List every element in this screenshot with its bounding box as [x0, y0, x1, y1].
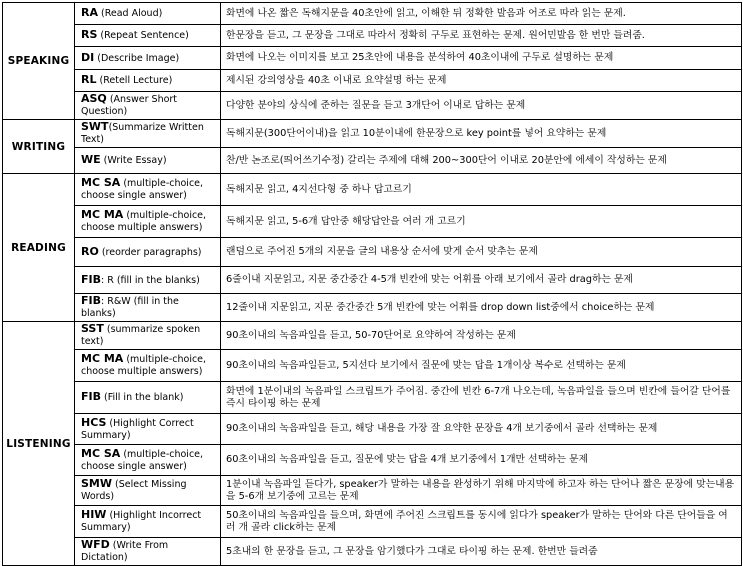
task-full-name: : R&W (fill in the blanks)	[81, 296, 179, 319]
task-description: 50초이내의 녹음파일을 들으며, 화면에 주어진 스크립트를 동시에 읽다가 speaker가 말하는 단어와 다른 단어들을 여러 개 골라 click하는 문제	[221, 506, 742, 538]
table-row	[3, 3, 742, 25]
task-cell	[75, 92, 221, 120]
task-description: 다양한 분야의 상식에 준하는 질문을 듣고 3개단어 이내로 답하는 문제	[221, 92, 742, 120]
task-description: 90초이내의 녹음파일듣고, 5지선다 보기에서 질문에 맞는 답을 1개이상 복수로 선택하는 문제	[221, 350, 742, 382]
task-description: 화면에 나온 짧은 독해지문을 40초안에 읽고, 이해한 뒤 정확한 발음과 어조로 따라 읽는 문제.	[221, 3, 742, 25]
task-description: 12줄이내 지문읽고, 지문 중간중간 5개 빈칸에 맞는 어휘를 drop down list중에서 choice하는 문제	[221, 294, 742, 322]
task-description: 독해지문 읽고, 5-6개 답안중 해당답안을 여러 개 고르기	[221, 206, 742, 238]
task-cell	[75, 174, 221, 206]
table-row	[3, 414, 742, 445]
task-description: 1분이내 녹음파일 듣다가, speaker가 말하는 내용을 완성하기 위해 마지막에 하고자 하는 단어나 짧은 문장에 맞는내용을 5-6개 보기중에 고르는 문제	[221, 476, 742, 506]
table-row	[3, 506, 742, 538]
task-full-name: (summarize spoken text)	[81, 324, 201, 347]
task-cell	[75, 25, 221, 47]
pte-task-table	[2, 2, 742, 566]
task-cell	[75, 70, 221, 92]
task-description: 화면에 1분이내의 녹음파일 스크립트가 주어짐. 중간에 빈칸 6-7개 나오는데, 녹음파일을 들으며 빈칸에 들어갈 단어를 즉시 타이핑 하는 문제	[221, 382, 742, 414]
task-full-name: (multiple-choice, choose single answer)	[81, 178, 204, 201]
task-cell	[75, 506, 221, 538]
task-full-name: (Highlight Incorrect Summary)	[81, 510, 202, 533]
task-full-name: (Write From Dictation)	[81, 540, 169, 563]
task-full-name: (Retell Lecture)	[96, 75, 173, 86]
table-row	[3, 25, 742, 47]
task-full-name: (Write Essay)	[100, 155, 167, 166]
task-code: WFD	[81, 538, 110, 551]
task-code: MC MA	[81, 352, 124, 365]
task-full-name: (multiple-choice, choose multiple answers)	[81, 354, 207, 377]
task-code: FIB	[81, 272, 101, 286]
task-cell	[75, 238, 221, 267]
task-code: MC SA	[81, 176, 121, 189]
task-code: SST	[81, 322, 104, 335]
task-cell	[75, 476, 221, 506]
task-cell	[75, 294, 221, 322]
task-cell	[75, 538, 221, 566]
task-cell	[75, 3, 221, 25]
task-description: 화면에 나오는 이미지를 보고 25초안에 내용을 분석하여 40초이내에 구두로 설명하는 문제	[221, 47, 742, 70]
task-full-name: (Fill in the blank)	[101, 392, 184, 403]
task-description: 90초이내의 녹음파일을 듣고, 해당 내용을 가장 잘 요약한 문장을 4개 보기중에서 골라 선택하는 문제	[221, 414, 742, 445]
section-label-writing: WRITING	[3, 120, 75, 174]
task-full-name: : R (fill in the blanks)	[101, 274, 200, 286]
task-code: RL	[81, 73, 97, 86]
task-full-name: (Repeat Sentence)	[97, 30, 189, 41]
task-code: MC SA	[81, 446, 121, 460]
table-row	[3, 322, 742, 350]
task-code: SWT	[81, 120, 109, 133]
task-code: MC MA	[81, 208, 124, 221]
section-label-reading: READING	[3, 174, 75, 322]
task-code: DI	[81, 50, 95, 64]
table-row	[3, 538, 742, 566]
table-row	[3, 382, 742, 414]
pte-task-table-container	[2, 2, 741, 563]
task-full-name: (Describe Image)	[94, 52, 180, 64]
table-row	[3, 206, 742, 238]
task-cell	[75, 445, 221, 476]
task-description: 한문장을 듣고, 그 문장을 그대로 따라서 정확히 구두로 표현하는 문제. 원어민발음 한 번만 들려줌.	[221, 25, 742, 47]
task-full-name: (Summarize Written Text)	[81, 122, 204, 145]
task-code: FIB	[81, 294, 101, 307]
task-code: FIB	[81, 390, 101, 403]
task-cell	[75, 322, 221, 350]
table-row	[3, 92, 742, 120]
task-code: ASQ	[81, 92, 107, 105]
task-code: SMW	[81, 477, 113, 490]
table-body	[3, 3, 742, 566]
table-row	[3, 174, 742, 206]
task-cell	[75, 414, 221, 445]
task-cell	[75, 382, 221, 414]
task-code: WE	[81, 153, 101, 166]
task-description: 5초내의 한 문장을 듣고, 그 문장을 암기했다가 그대로 타이핑 하는 문제. 한번만 들려줌	[221, 538, 742, 566]
task-code: RS	[81, 28, 98, 41]
task-code: HIW	[81, 508, 107, 521]
task-cell	[75, 120, 221, 148]
task-full-name: (reorder paragraphs)	[98, 246, 202, 258]
table-row	[3, 476, 742, 506]
task-full-name: (Select Missing Words)	[81, 479, 187, 502]
section-label-speaking: SPEAKING	[3, 3, 75, 120]
task-cell	[75, 267, 221, 294]
table-row	[3, 120, 742, 148]
task-code: RO	[81, 244, 99, 258]
section-label-listening: LISTENING	[3, 322, 75, 566]
task-cell	[75, 47, 221, 70]
task-description: 랜덤으로 주어진 5개의 지문을 글의 내용상 순서에 맞게 순서 맞추는 문제	[221, 238, 742, 267]
task-cell	[75, 148, 221, 174]
table-row	[3, 70, 742, 92]
table-row	[3, 267, 742, 294]
task-full-name: (multiple-choice, choose single answer)	[81, 448, 204, 472]
task-cell	[75, 206, 221, 238]
task-description: 독해지문 읽고, 4지선다형 중 하나 답고르기	[221, 174, 742, 206]
task-cell	[75, 350, 221, 382]
task-description: 찬/반 논조로(띄어쓰기수정) 갈리는 주제에 대해 200~300단어 이내로 20분안에 에세이 작성하는 문제	[221, 148, 742, 174]
task-full-name: (Read Aloud)	[97, 8, 163, 19]
task-description: 60초이내의 녹음파일을 듣고, 질문에 맞는 답을 4개 보기중에서 1개만 선택하는 문제	[221, 445, 742, 476]
table-row	[3, 148, 742, 174]
task-description: 독해지문(300단어이내)을 읽고 10분이내에 한문장으로 key point를 넣어 요약하는 문제	[221, 120, 742, 148]
task-full-name: (Highlight Correct Summary)	[81, 417, 194, 441]
table-row	[3, 350, 742, 382]
task-code: RA	[81, 6, 98, 19]
table-row	[3, 47, 742, 70]
task-description: 제시된 강의영상을 40초 이내로 요약설명 하는 문제	[221, 70, 742, 92]
task-full-name: (multiple-choice, choose multiple answers)	[81, 210, 207, 233]
task-description: 6줄이내 지문읽고, 지문 중간중간 4-5개 빈칸에 맞는 어휘를 아래 보기에서 골라 drag하는 문제	[221, 267, 742, 294]
table-row	[3, 238, 742, 267]
task-code: HCS	[81, 415, 107, 429]
table-row	[3, 294, 742, 322]
task-description: 90초이내의 녹음파일을 듣고, 50-70단어로 요약하여 작성하는 문제	[221, 322, 742, 350]
task-full-name: (Answer Short Question)	[81, 94, 178, 117]
table-row	[3, 445, 742, 476]
